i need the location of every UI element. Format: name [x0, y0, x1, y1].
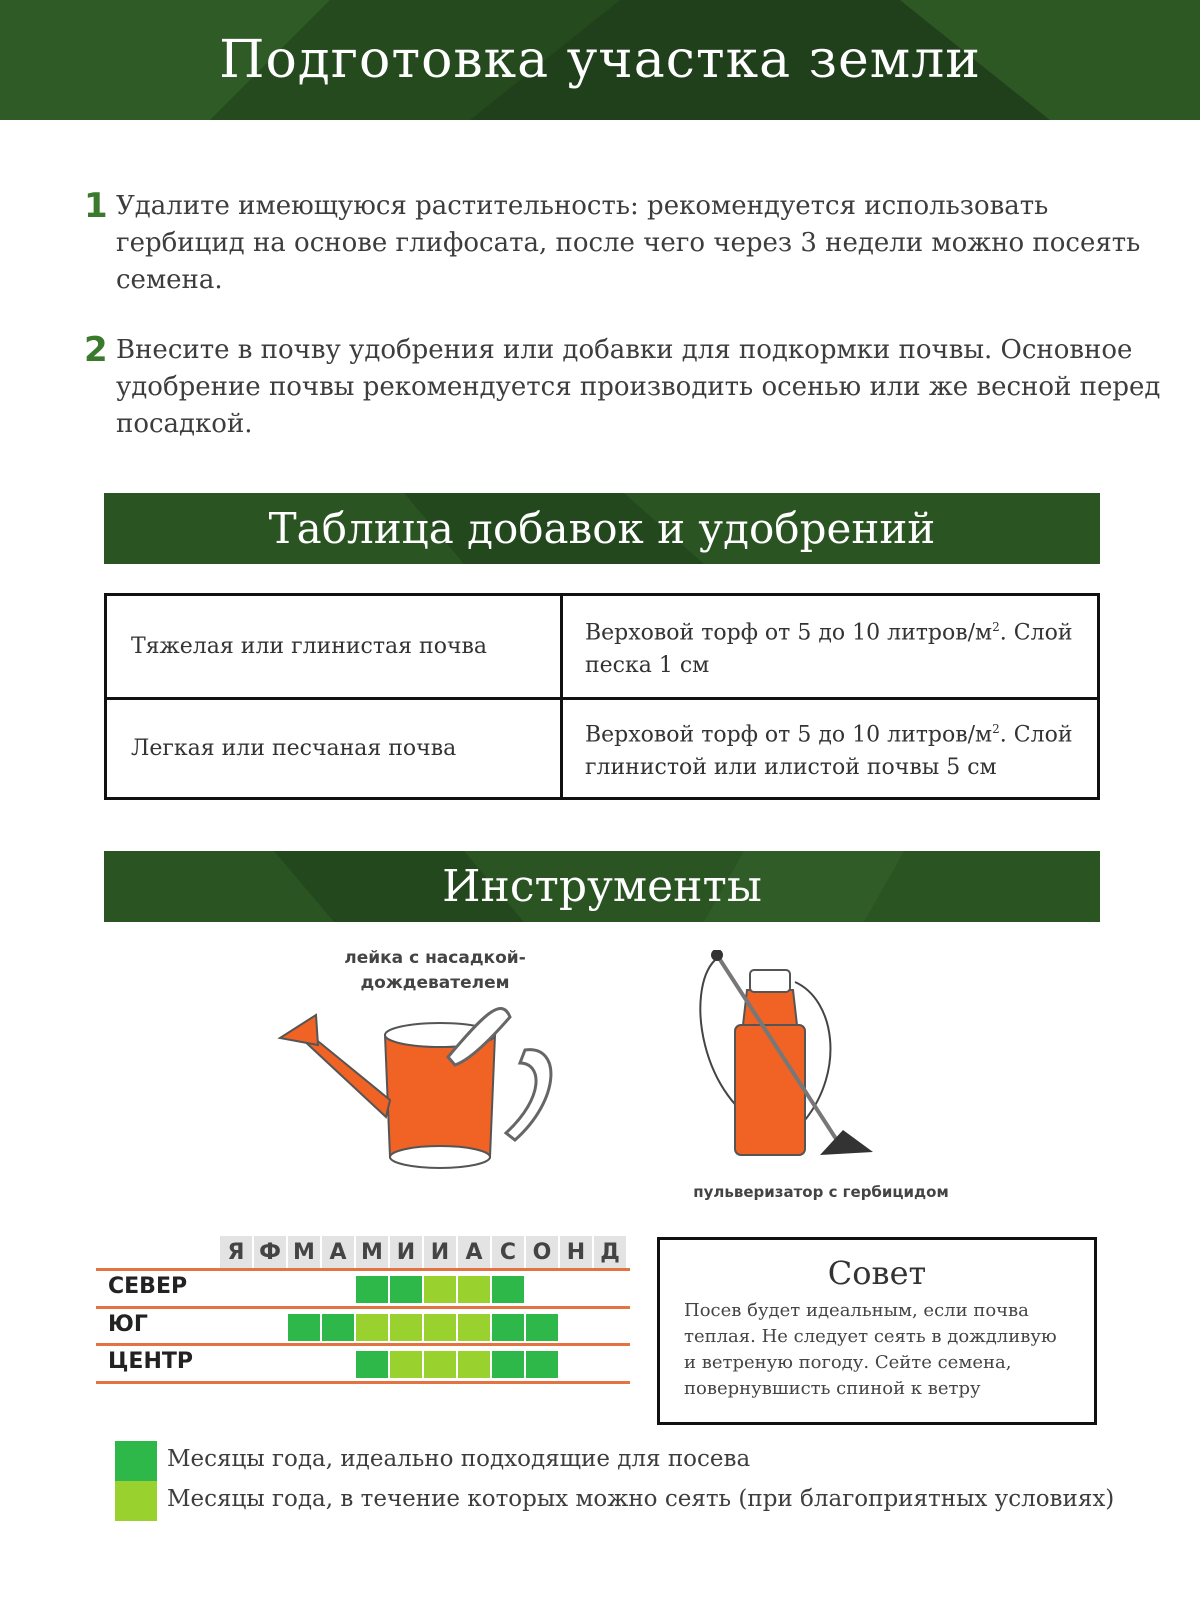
- page-title: Подготовка участка земли: [219, 30, 981, 90]
- calendar-cell-possible: [458, 1314, 490, 1341]
- calendar-rule: [96, 1306, 630, 1309]
- calendar-rule: [96, 1381, 630, 1384]
- calendar-rule: [96, 1268, 630, 1271]
- calendar-month-label: Н: [560, 1236, 592, 1270]
- soil-type-cell: Легкая или песчаная почва: [106, 699, 562, 799]
- watering-can-label: лейка с насадкой-дождевателем: [344, 948, 526, 993]
- calendar-cell-ideal: [288, 1314, 320, 1341]
- table-row: [106, 699, 1099, 799]
- calendar-cell-possible: [458, 1351, 490, 1378]
- superscript: 2: [992, 722, 1000, 737]
- step-text: Удалите имеющуюся растительность: рекомендуется использовать гербицид на основе глифосата, после чего через 3 недели можно посеять семена.: [116, 191, 1141, 295]
- watering-can-icon: [270, 1005, 560, 1190]
- step-number: 2: [84, 330, 108, 370]
- calendar-month-label: Я: [220, 1236, 252, 1270]
- calendar-month-label: И: [424, 1236, 456, 1270]
- calendar-region-label: СЕВЕР: [108, 1274, 188, 1299]
- calendar-month-label: А: [458, 1236, 490, 1270]
- calendar-cell-possible: [424, 1314, 456, 1341]
- calendar-month-label: О: [526, 1236, 558, 1270]
- calendar-cell-ideal: [492, 1351, 524, 1378]
- calendar-cell-possible: [390, 1314, 422, 1341]
- tip-title: Совет: [827, 1254, 927, 1292]
- tip-text: Посев будет идеальным, если почва теплая. Не следует сеять в дождливую и ветреную погоду. Сейте семена, повернувшисть спиной к ветру: [684, 1300, 1057, 1399]
- sowing-calendar: [96, 1236, 630, 1386]
- legend-possible-swatch: [115, 1481, 157, 1521]
- calendar-cell-ideal: [526, 1314, 558, 1341]
- step-number: 1: [84, 186, 108, 226]
- sprayer-icon: [695, 950, 905, 1180]
- calendar-cell-possible: [424, 1351, 456, 1378]
- soil-type-cell: Тяжелая или глинистая почва: [106, 595, 562, 699]
- treatment-text: . Слой песка 1 см: [585, 620, 1073, 678]
- calendar-region-label: ЦЕНТР: [108, 1349, 193, 1374]
- calendar-month-label: С: [492, 1236, 524, 1270]
- calendar-cell-possible: [458, 1276, 490, 1303]
- fertilizer-table-title: Таблица добавок и удобрений: [268, 504, 936, 553]
- sprayer-label: пульверизатор с гербицидом: [693, 1183, 949, 1201]
- treatment-text: Верховой торф от 5 до 10 литров/м: [585, 722, 993, 748]
- calendar-month-label: М: [356, 1236, 388, 1270]
- calendar-month-label: Ф: [254, 1236, 286, 1270]
- superscript: 2: [992, 620, 1000, 635]
- calendar-cell-possible: [390, 1351, 422, 1378]
- step-text: Внесите в почву удобрения или добавки для подкормки почвы. Основное удобрение почвы рекомендуется производить осенью или же весной перед посадкой.: [116, 335, 1161, 439]
- treatment-text: Верховой торф от 5 до 10 литров/м: [585, 620, 993, 646]
- calendar-cell-ideal: [492, 1314, 524, 1341]
- calendar-month-label: М: [288, 1236, 320, 1270]
- calendar-cell-ideal: [492, 1276, 524, 1303]
- tools-title: Инструменты: [442, 861, 762, 912]
- treatment-text: . Слой глинистой или илистой почвы 5 см: [585, 722, 1073, 780]
- calendar-region-label: ЮГ: [108, 1312, 148, 1337]
- calendar-month-label: А: [322, 1236, 354, 1270]
- calendar-cell-ideal: [390, 1276, 422, 1303]
- calendar-month-label: И: [390, 1236, 422, 1270]
- header-banner: [0, 0, 1200, 120]
- calendar-rule: [96, 1343, 630, 1346]
- tools-banner: [104, 851, 1100, 922]
- tip-box: [657, 1237, 1097, 1425]
- treatment-cell: [562, 595, 1099, 699]
- legend-possible-text: Месяцы года, в течение которых можно сеять (при благоприятных условиях): [167, 1486, 1115, 1512]
- legend-ideal-swatch: [115, 1441, 157, 1481]
- calendar-cell-ideal: [356, 1276, 388, 1303]
- calendar-cell-possible: [424, 1276, 456, 1303]
- table-row: [106, 595, 1099, 699]
- calendar-cell-possible: [356, 1314, 388, 1341]
- calendar-cell-ideal: [322, 1314, 354, 1341]
- fertilizer-table: [104, 593, 1100, 800]
- calendar-month-label: Д: [594, 1236, 626, 1270]
- fertilizer-table-banner: [104, 493, 1100, 564]
- treatment-cell: [562, 699, 1099, 799]
- legend-ideal-text: Месяцы года, идеально подходящие для посева: [167, 1446, 751, 1472]
- calendar-cell-ideal: [526, 1351, 558, 1378]
- calendar-cell-ideal: [356, 1351, 388, 1378]
